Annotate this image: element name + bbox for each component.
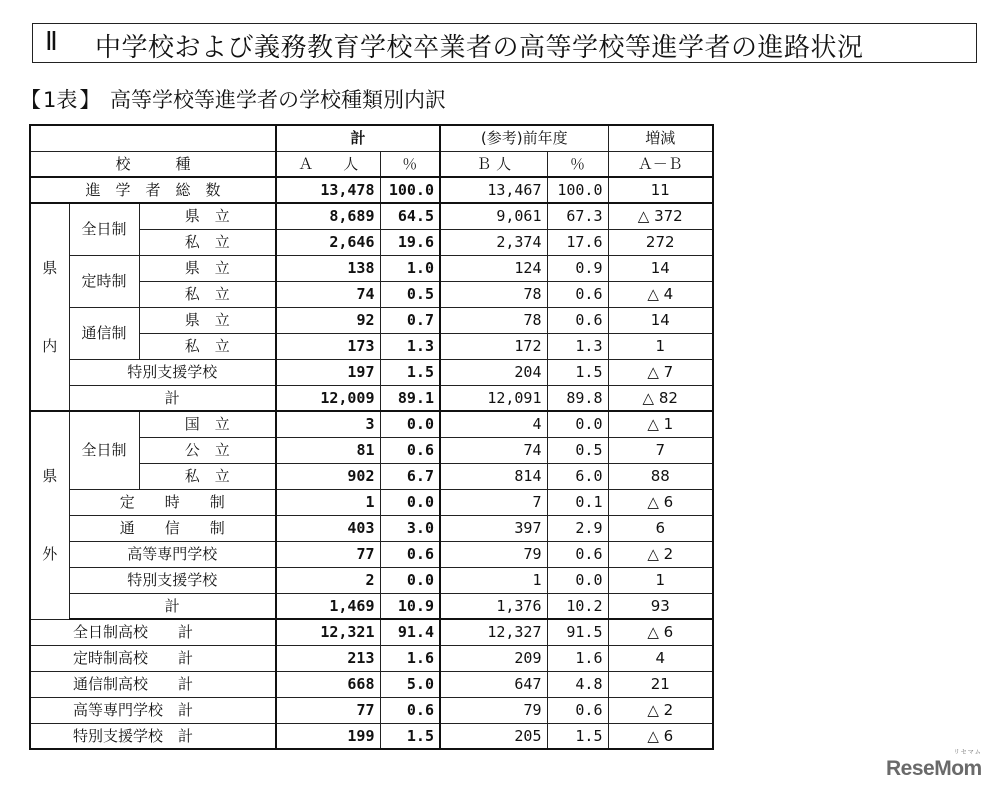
- in-zennichi-label: 全日制: [69, 203, 139, 255]
- header-b-percent: ％: [547, 151, 608, 177]
- cell-a-percent: 0.6: [380, 437, 440, 463]
- school-type-table: [29, 124, 714, 750]
- cell-b-people: 12,327: [440, 619, 547, 645]
- cell-a-people: 81: [276, 437, 380, 463]
- cell-a-minus-b: △ 82: [608, 385, 713, 411]
- cell-a-percent: 100.0: [380, 177, 440, 203]
- row-label: 県 立: [139, 255, 276, 281]
- row-label: 私 立: [139, 281, 276, 307]
- cell-b-percent: 0.6: [547, 281, 608, 307]
- cell-a-percent: 0.6: [380, 697, 440, 723]
- cell-a-percent: 89.1: [380, 385, 440, 411]
- cell-a-minus-b: △ 2: [608, 697, 713, 723]
- cell-a-people: 902: [276, 463, 380, 489]
- cell-a-people: 8,689: [276, 203, 380, 229]
- table-caption-text: 高等学校等進学者の学校種類別内訳: [110, 88, 446, 112]
- section-title-box: [32, 23, 977, 63]
- in-teiji-label: 定時制: [69, 255, 139, 307]
- cell-a-people: 2,646: [276, 229, 380, 255]
- cell-b-percent: 1.5: [547, 359, 608, 385]
- cell-a-percent: 1.0: [380, 255, 440, 281]
- table-caption: [18, 84, 446, 114]
- header-a-minus-b: Ａ－Ｂ: [608, 151, 713, 177]
- table-row: [30, 593, 713, 619]
- row-label: 定時制高校 計: [30, 645, 276, 671]
- table-row: [30, 385, 713, 411]
- cell-b-people: 78: [440, 307, 547, 333]
- row-label: 私 立: [139, 463, 276, 489]
- out-prefecture-label: 県 外: [30, 411, 69, 619]
- cell-a-minus-b: △ 372: [608, 203, 713, 229]
- cell-b-percent: 0.0: [547, 411, 608, 437]
- cell-b-people: 1,376: [440, 593, 547, 619]
- cell-a-people: 197: [276, 359, 380, 385]
- cell-b-people: 205: [440, 723, 547, 749]
- cell-a-people: 3: [276, 411, 380, 437]
- cell-a-people: 74: [276, 281, 380, 307]
- header-total: 計: [276, 125, 440, 151]
- cell-b-percent: 67.3: [547, 203, 608, 229]
- row-label: 特別支援学校 計: [30, 723, 276, 749]
- cell-a-people: 403: [276, 515, 380, 541]
- cell-a-people: 213: [276, 645, 380, 671]
- cell-b-percent: 10.2: [547, 593, 608, 619]
- cell-a-percent: 6.7: [380, 463, 440, 489]
- row-label: 県 立: [139, 307, 276, 333]
- cell-a-people: 12,009: [276, 385, 380, 411]
- cell-a-minus-b: 14: [608, 255, 713, 281]
- cell-a-people: 668: [276, 671, 380, 697]
- cell-b-people: 204: [440, 359, 547, 385]
- row-label: 私 立: [139, 333, 276, 359]
- cell-b-percent: 0.6: [547, 307, 608, 333]
- cell-b-percent: 0.9: [547, 255, 608, 281]
- resemom-logo: リセマム ReseMom: [886, 750, 982, 780]
- cell-a-minus-b: △ 4: [608, 281, 713, 307]
- cell-b-people: 172: [440, 333, 547, 359]
- row-label: 全日制高校 計: [30, 619, 276, 645]
- row-label: 通信制高校 計: [30, 671, 276, 697]
- table-row: [30, 203, 713, 229]
- cell-b-percent: 4.8: [547, 671, 608, 697]
- cell-a-minus-b: 6: [608, 515, 713, 541]
- cell-b-people: 397: [440, 515, 547, 541]
- cell-a-percent: 1.6: [380, 645, 440, 671]
- table-row: [30, 359, 713, 385]
- cell-a-minus-b: 272: [608, 229, 713, 255]
- cell-a-percent: 19.6: [380, 229, 440, 255]
- row-label: 特別支援学校: [69, 359, 276, 385]
- row-label: 公 立: [139, 437, 276, 463]
- cell-b-people: 2,374: [440, 229, 547, 255]
- cell-b-people: 1: [440, 567, 547, 593]
- cell-b-people: 79: [440, 541, 547, 567]
- cell-a-minus-b: △ 6: [608, 723, 713, 749]
- cell-b-percent: 1.3: [547, 333, 608, 359]
- cell-b-percent: 0.0: [547, 567, 608, 593]
- cell-a-people: 173: [276, 333, 380, 359]
- row-label: 高等専門学校: [69, 541, 276, 567]
- cell-b-percent: 6.0: [547, 463, 608, 489]
- cell-a-minus-b: △ 7: [608, 359, 713, 385]
- row-label: 定 時 制: [69, 489, 276, 515]
- table-row: [30, 515, 713, 541]
- in-tsushin-label: 通信制: [69, 307, 139, 359]
- cell-b-percent: 89.8: [547, 385, 608, 411]
- header-a-percent: ％: [380, 151, 440, 177]
- cell-a-percent: 1.5: [380, 723, 440, 749]
- cell-b-percent: 0.6: [547, 541, 608, 567]
- table-row: [30, 645, 713, 671]
- cell-a-percent: 91.4: [380, 619, 440, 645]
- header-school-type: 校 種: [30, 151, 276, 177]
- cell-a-people: 13,478: [276, 177, 380, 203]
- row-label: 計: [69, 593, 276, 619]
- table-row: [30, 567, 713, 593]
- cell-a-minus-b: 21: [608, 671, 713, 697]
- out-zennichi-label: 全日制: [69, 411, 139, 489]
- cell-b-percent: 100.0: [547, 177, 608, 203]
- cell-b-people: 4: [440, 411, 547, 437]
- cell-b-people: 814: [440, 463, 547, 489]
- cell-a-people: 2: [276, 567, 380, 593]
- row-label: 高等専門学校 計: [30, 697, 276, 723]
- cell-a-people: 199: [276, 723, 380, 749]
- table-row: [30, 489, 713, 515]
- cell-a-minus-b: 7: [608, 437, 713, 463]
- table-row: [30, 255, 713, 281]
- cell-b-percent: 2.9: [547, 515, 608, 541]
- row-label: 特別支援学校: [69, 567, 276, 593]
- cell-b-percent: 1.5: [547, 723, 608, 749]
- cell-b-people: 9,061: [440, 203, 547, 229]
- cell-a-people: 77: [276, 697, 380, 723]
- cell-a-percent: 3.0: [380, 515, 440, 541]
- cell-a-percent: 0.0: [380, 489, 440, 515]
- cell-b-people: 79: [440, 697, 547, 723]
- table-row: [30, 307, 713, 333]
- header-b-people: Ｂ 人: [440, 151, 547, 177]
- cell-a-percent: 64.5: [380, 203, 440, 229]
- section-title: 中学校および義務教育学校卒業者の高等学校等進学者の進路状況: [95, 33, 864, 63]
- in-prefecture-label: 県 内: [30, 203, 69, 411]
- cell-a-percent: 0.0: [380, 567, 440, 593]
- cell-a-minus-b: 1: [608, 567, 713, 593]
- cell-b-percent: 0.1: [547, 489, 608, 515]
- cell-a-percent: 10.9: [380, 593, 440, 619]
- cell-a-percent: 1.3: [380, 333, 440, 359]
- cell-a-people: 138: [276, 255, 380, 281]
- table-row: [30, 697, 713, 723]
- cell-a-minus-b: △ 1: [608, 411, 713, 437]
- cell-a-minus-b: △ 6: [608, 619, 713, 645]
- cell-b-percent: 0.6: [547, 697, 608, 723]
- cell-a-people: 1: [276, 489, 380, 515]
- cell-a-percent: 0.5: [380, 281, 440, 307]
- cell-b-people: 78: [440, 281, 547, 307]
- table-number: 【1表】: [20, 88, 101, 112]
- cell-a-percent: 0.6: [380, 541, 440, 567]
- header-blank: [30, 125, 276, 151]
- cell-a-percent: 0.7: [380, 307, 440, 333]
- cell-a-people: 1,469: [276, 593, 380, 619]
- cell-a-minus-b: 4: [608, 645, 713, 671]
- cell-a-percent: 5.0: [380, 671, 440, 697]
- table-row: [30, 671, 713, 697]
- cell-b-people: 74: [440, 437, 547, 463]
- cell-a-minus-b: 93: [608, 593, 713, 619]
- cell-a-minus-b: 14: [608, 307, 713, 333]
- cell-a-people: 12,321: [276, 619, 380, 645]
- cell-b-percent: 91.5: [547, 619, 608, 645]
- row-label: 国 立: [139, 411, 276, 437]
- cell-a-minus-b: △ 2: [608, 541, 713, 567]
- cell-b-people: 209: [440, 645, 547, 671]
- table-row: [30, 723, 713, 749]
- table-row: [30, 411, 713, 437]
- cell-a-percent: 0.0: [380, 411, 440, 437]
- cell-b-percent: 17.6: [547, 229, 608, 255]
- cell-a-percent: 1.5: [380, 359, 440, 385]
- header-change: 増減: [608, 125, 713, 151]
- cell-b-people: 13,467: [440, 177, 547, 203]
- cell-b-people: 647: [440, 671, 547, 697]
- section-number: Ⅱ: [45, 27, 58, 57]
- row-label: 進 学 者 総 数: [30, 177, 276, 203]
- header-previous-year: (参考)前年度: [440, 125, 608, 151]
- table-row: [30, 177, 713, 203]
- cell-b-percent: 1.6: [547, 645, 608, 671]
- cell-b-people: 12,091: [440, 385, 547, 411]
- cell-b-people: 7: [440, 489, 547, 515]
- cell-a-minus-b: △ 6: [608, 489, 713, 515]
- row-label: 計: [69, 385, 276, 411]
- cell-a-minus-b: 11: [608, 177, 713, 203]
- cell-b-percent: 0.5: [547, 437, 608, 463]
- cell-a-minus-b: 88: [608, 463, 713, 489]
- cell-a-people: 92: [276, 307, 380, 333]
- cell-a-people: 77: [276, 541, 380, 567]
- cell-a-minus-b: 1: [608, 333, 713, 359]
- row-label: 県 立: [139, 203, 276, 229]
- table-row: [30, 619, 713, 645]
- table-row: [30, 541, 713, 567]
- cell-b-people: 124: [440, 255, 547, 281]
- row-label: 通 信 制: [69, 515, 276, 541]
- header-a-people: Ａ 人: [276, 151, 380, 177]
- row-label: 私 立: [139, 229, 276, 255]
